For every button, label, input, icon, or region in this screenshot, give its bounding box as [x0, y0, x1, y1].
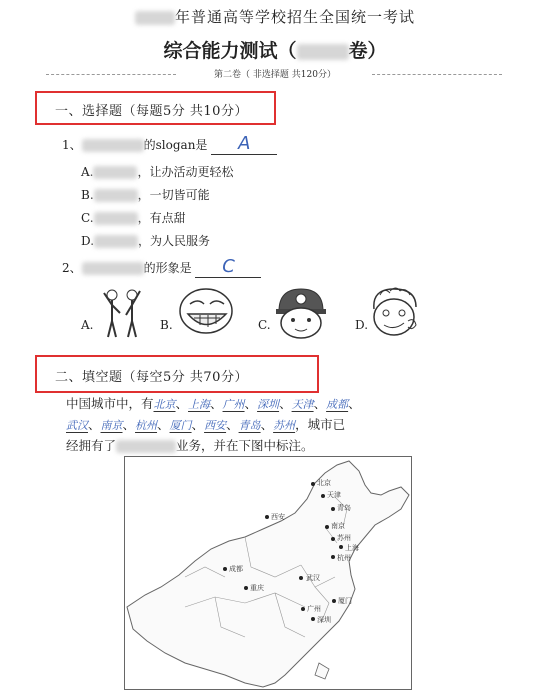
option-letter: B. [81, 188, 94, 202]
section1-heading: 一、选择题（每题5分 共10分） [55, 104, 248, 119]
q2-option-c-image [273, 285, 329, 341]
q1-text: 的slogan是 [143, 138, 208, 152]
city-dot-tianjin [321, 494, 325, 498]
q2-option-b-label: B. [160, 318, 173, 332]
q2-text: 的形象是 [143, 261, 192, 275]
exam-title2-suffix: 卷） [348, 40, 387, 62]
q1-answer-blank [211, 133, 277, 155]
exam-title-line1 [0, 6, 550, 27]
city-dot-wuhan [299, 576, 303, 580]
q2-option-a-label: A. [81, 318, 94, 332]
city-dot-suzhou [331, 537, 335, 541]
answer-city: 武汉 [66, 419, 88, 432]
city-dot-chengdu [223, 567, 227, 571]
city-label-xiamen: 厦门 [338, 597, 352, 605]
q2-option-b-image [178, 287, 234, 337]
section2-heading: 二、填空题（每空5分 共70分） [55, 370, 248, 385]
para-line-3 [66, 436, 506, 456]
answer-city: 天津 [291, 398, 314, 411]
answer-city: 青岛 [238, 419, 261, 432]
option-text: ，为人民服务 [138, 234, 211, 248]
answer-city: 成都 [326, 398, 349, 411]
city-label-chongqing: 重庆 [250, 584, 264, 592]
q2-option-c-label: C. [258, 318, 271, 332]
q1-answer: A [238, 133, 251, 154]
city-label-tianjin: 天津 [327, 491, 341, 499]
q1-option-d [81, 232, 210, 249]
answer-city: 南京 [100, 419, 123, 432]
redacted-option [94, 189, 138, 202]
q1-option-b [81, 186, 210, 203]
redacted-option [94, 235, 138, 248]
option-letter: C. [81, 211, 94, 225]
q2-answer-blank [195, 256, 261, 278]
q2-option-d-label: D. [355, 318, 369, 332]
q1-option-a [81, 163, 234, 180]
para-line-2: 武汉、南京、杭州、厦门、西安、青岛、苏州，城市已 [66, 417, 346, 432]
city-label-shenzhen: 深圳 [317, 616, 331, 624]
section1-heading-box [35, 91, 276, 125]
city-label-qingdao: 青岛 [337, 504, 351, 512]
city-label-suzhou: 苏州 [337, 534, 351, 542]
answer-city: 广州 [222, 398, 245, 411]
city-dot-qingdao [331, 507, 335, 511]
fill-blank-paragraph [66, 394, 506, 456]
q2-answer: C [222, 256, 235, 277]
answer-city: 西安 [204, 419, 227, 432]
q2-number: 2、 [62, 261, 82, 275]
exam-title-line2 [0, 36, 550, 63]
city-dot-xian [265, 515, 269, 519]
option-letter: D. [81, 234, 95, 248]
option-text: ，一切皆可能 [137, 188, 210, 202]
city-dot-guangzhou [301, 607, 305, 611]
city-dot-beijing [311, 482, 315, 486]
q1-number: 1、 [62, 138, 82, 152]
city-label-guangzhou: 广州 [307, 605, 321, 613]
city-label-wuhan: 武汉 [306, 574, 320, 582]
q2-option-d-image [370, 285, 420, 339]
q1-option-c [81, 209, 186, 226]
city-label-nanjing: 南京 [331, 522, 345, 530]
answer-city: 杭州 [135, 419, 158, 432]
redacted-option [94, 212, 138, 225]
para-prefix: 经拥有了 [66, 438, 117, 453]
exam-title-text: 年普通高等学校招生全国统一考试 [174, 8, 415, 26]
city-label-xian: 西安 [271, 513, 285, 521]
redacted-brand [82, 139, 144, 152]
redacted-year [135, 11, 175, 25]
answer-city: 厦门 [169, 419, 192, 432]
answer-city: 深圳 [257, 398, 280, 411]
city-label-shanghai: 上海 [345, 544, 359, 552]
answer-city: 苏州 [273, 419, 296, 432]
city-dot-nanjing [325, 525, 329, 529]
china-outline [125, 457, 411, 689]
city-dot-shenzhen [311, 617, 315, 621]
section2-heading-box [35, 355, 319, 393]
exam-title2-prefix: 综合能力测试（ [163, 40, 297, 62]
city-dot-shanghai [339, 545, 343, 549]
answer-city: 北京 [153, 398, 176, 411]
q2-option-a-image [98, 285, 148, 340]
para-suffix: 业务，并在下图中标注。 [176, 438, 314, 453]
city-dot-xiamen [332, 599, 336, 603]
question-2 [62, 256, 261, 278]
option-text: ，让办活动更轻松 [137, 165, 234, 179]
city-label-hangzhou: 杭州 [337, 554, 351, 562]
para-prefix: 中国城市中，有 [66, 396, 154, 411]
city-label-chengdu: 成都 [229, 565, 243, 573]
option-letter: A. [81, 165, 94, 179]
city-label-beijing: 北京 [317, 479, 331, 487]
answer-city: 上海 [188, 398, 211, 411]
redacted-option [93, 166, 137, 179]
para-line-1: 中国城市中，有北京、上海、广州、深圳、天津、成都、 [66, 396, 361, 411]
para-suffix: ，城市已 [295, 417, 346, 432]
redacted-brand [116, 440, 176, 453]
redacted-brand [82, 262, 144, 275]
option-text: ，有点甜 [137, 211, 186, 225]
city-dot-chongqing [244, 586, 248, 590]
china-map [124, 456, 412, 690]
city-dot-hangzhou [331, 555, 335, 559]
question-1 [62, 133, 277, 155]
redacted-name [297, 44, 349, 60]
part-label: 第二卷（ 非选择题 共120分） [214, 70, 336, 80]
